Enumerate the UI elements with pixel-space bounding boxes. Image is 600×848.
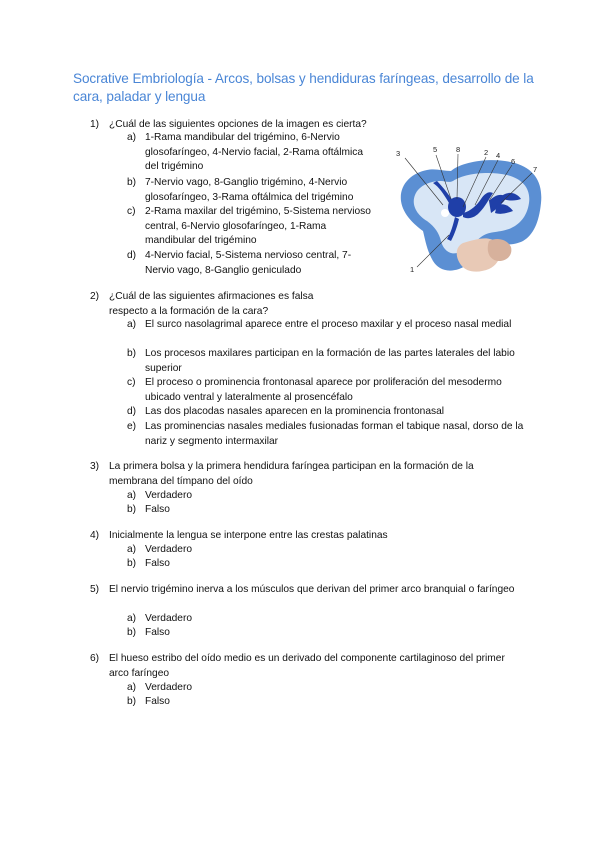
option-letter: c)	[127, 206, 136, 217]
question-number: 4)	[90, 530, 100, 541]
option-text: Verdadero	[145, 682, 193, 693]
option-text: 1-Rama mandibular del trigémino, 6-Nervio glosofaríngeo, 4-Nervio facial, 2-Rama oftálmica del trigémino	[145, 132, 363, 173]
question-stem: El hueso estribo del oído medio es un derivado del componente cartilaginoso del primer arco faríngeo	[109, 653, 505, 679]
option-letter: b)	[127, 696, 137, 707]
option-letter: b)	[127, 177, 137, 188]
question-number: 5)	[90, 584, 100, 595]
option-text: Las prominencias nasales mediales fusionadas forman el tabique nasal, dorso de la nariz y segmento intermaxilar	[145, 421, 524, 447]
option-letter: a)	[127, 682, 137, 693]
option-text: Verdadero	[145, 544, 193, 555]
option-text: El proceso o prominencia frontonasal aparece por proliferación del mesodermo ubicado ventral y lateralmente al prosencéfalo	[145, 377, 502, 403]
option-letter: a)	[127, 613, 137, 624]
figure-label-3: 3	[396, 149, 401, 158]
figure-label-7: 7	[533, 165, 538, 174]
figure-label-6: 6	[511, 157, 516, 166]
option-text: Verdadero	[145, 613, 193, 624]
figure-label-2: 2	[484, 148, 489, 157]
figure-label-4: 4	[496, 151, 501, 160]
option-text: 7-Nervio vago, 8-Ganglio trigémino, 4-Nervio glosofaríngeo, 3-Rama oftálmica del trigémino	[145, 177, 354, 203]
option-text: Falso	[145, 558, 170, 569]
question-stem: La primera bolsa y la primera hendidura faríngea participan en la formación de la membrana del tímpano del oído	[109, 461, 474, 487]
embryo-nerve-figure	[393, 143, 543, 278]
option-letter: b)	[127, 627, 137, 638]
option-letter: b)	[127, 558, 137, 569]
option-text: Los procesos maxilares participan en la formación de las partes laterales del labio superior	[145, 348, 515, 374]
figure-label-8: 8	[456, 145, 461, 154]
option-text: 4-Nervio facial, 5-Sistema nervioso central, 7-Nervio vago, 8-Ganglio geniculado	[145, 250, 352, 276]
option-text: Falso	[145, 504, 170, 515]
option-text: Falso	[145, 627, 170, 638]
option-text: Falso	[145, 696, 170, 707]
question-stem: Inicialmente la lengua se interpone entre las crestas palatinas	[109, 530, 388, 541]
figure-label-1: 1	[410, 265, 415, 274]
eye-marker	[441, 209, 449, 217]
option-text: 2-Rama maxilar del trigémino, 5-Sistema nervioso central, 6-Nervio glosofaríngeo, 1-Rama mandibular del trigémino	[145, 206, 371, 247]
option-letter: a)	[127, 490, 137, 501]
question-stem: El nervio trigémino inerva a los músculos que derivan del primer arco branquial o faríngeo	[109, 584, 515, 595]
option-text: Verdadero	[145, 490, 193, 501]
question-number: 3)	[90, 461, 100, 472]
question-number: 2)	[90, 291, 100, 302]
figure-label-5: 5	[433, 145, 438, 154]
option-letter: c)	[127, 377, 136, 388]
option-letter: a)	[127, 319, 137, 330]
option-letter: d)	[127, 406, 137, 417]
question-stem: ¿Cuál de las siguientes afirmaciones es falsa respecto a la formación de la cara?	[109, 291, 314, 317]
option-letter: a)	[127, 132, 137, 143]
option-letter: e)	[127, 421, 137, 432]
option-text: Las dos placodas nasales aparecen en la prominencia frontonasal	[145, 406, 445, 417]
option-text: El surco nasolagrimal aparece entre el proceso maxilar y el proceso nasal medial	[145, 319, 512, 330]
option-letter: a)	[127, 544, 137, 555]
question-stem: ¿Cuál de las siguientes opciones de la imagen es cierta?	[109, 119, 367, 130]
option-letter: b)	[127, 504, 137, 515]
question-number: 1)	[90, 119, 100, 130]
option-letter: b)	[127, 348, 137, 359]
document-title: Socrative Embriología - Arcos, bolsas y hendiduras faríngeas, desarrollo de la cara, paladar y lengua	[73, 71, 534, 104]
question-number: 6)	[90, 653, 100, 664]
option-letter: d)	[127, 250, 137, 261]
